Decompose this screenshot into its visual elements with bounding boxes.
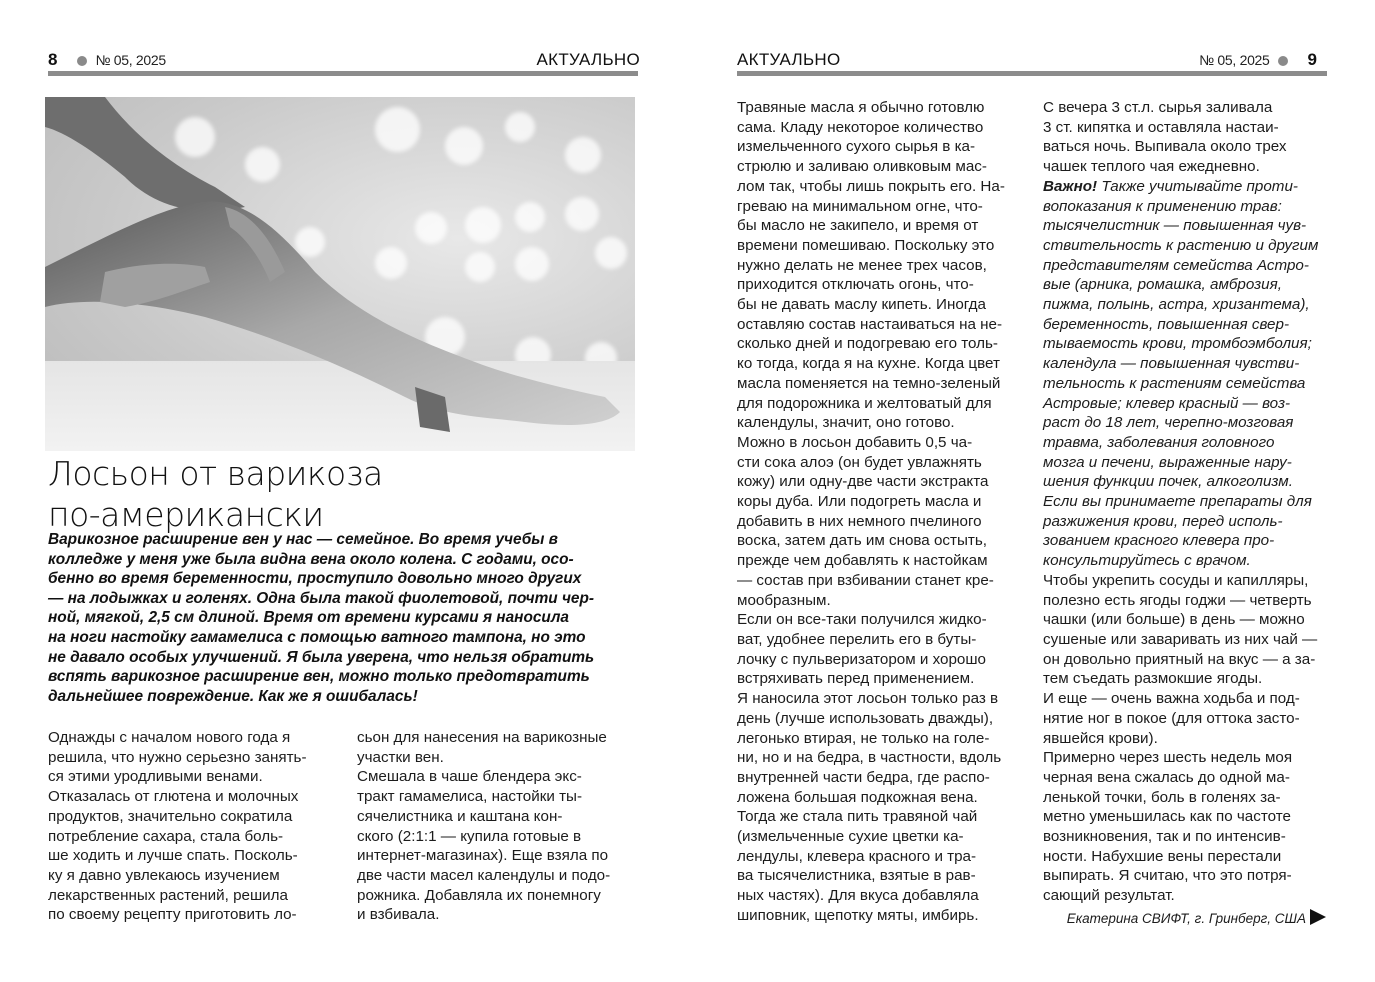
text-line: и взбивала. bbox=[357, 906, 440, 924]
text-line: травма, заболевания головного bbox=[1043, 433, 1275, 451]
text-line: нужно делать не менее трех часов, bbox=[737, 256, 987, 274]
text-line: Смешала в чаше блендера экс- bbox=[357, 768, 582, 786]
text-line: по своему рецепту приготовить ло- bbox=[48, 906, 297, 924]
text-line: Отказалась от глютена и молочных bbox=[48, 788, 299, 806]
text-line: день (лучше использовать дважды), bbox=[737, 709, 994, 727]
text-line: ко тогда, когда я на кухне. Когда цвет bbox=[737, 355, 1000, 373]
text-line: разжижения крови, перед исполь- bbox=[1043, 512, 1283, 530]
text-line: консультируйтесь с врачом. bbox=[1043, 552, 1251, 570]
title-line: Лосьон от варикоза bbox=[48, 454, 383, 493]
text-line: черная вена сжалась до одной ма- bbox=[1043, 768, 1290, 786]
text-line: ского (2:1:1 — купила готовые в bbox=[357, 827, 582, 845]
bullet-dot-icon bbox=[1278, 56, 1288, 66]
text-line: тысячелистник — повышенная чув- bbox=[1043, 217, 1307, 235]
text-line: Примерно через шесть недель моя bbox=[1043, 749, 1293, 767]
text-line: решила, что нужно серьезно занять- bbox=[48, 748, 307, 766]
text-line: бы масло не закипело, и время от bbox=[737, 217, 979, 235]
text-line: явшейся крови). bbox=[1043, 729, 1158, 747]
text-line: легонько втирая, не только на голе- bbox=[737, 729, 990, 747]
text-line: ше ходить и лучше спать. Посколь- bbox=[48, 847, 298, 865]
text-line: внутренней части бедра, где распо- bbox=[737, 768, 990, 786]
text-line: 3 ст. кипятка и оставляла настаи- bbox=[1043, 118, 1279, 136]
text-line: нятие ног в покое (для оттока засто- bbox=[1043, 709, 1300, 727]
author-signature bbox=[1043, 909, 1328, 929]
text-line: сти сока алоэ (он будет увлажнять bbox=[737, 453, 982, 471]
text-line: стрюлю и заливаю оливковым мас- bbox=[737, 158, 987, 176]
text-line: ва тысячелистника, взятые в рав- bbox=[737, 867, 976, 885]
text-line: для подорожника и желтоватый для bbox=[737, 394, 992, 412]
text-line: продуктов, значительно сократила bbox=[48, 807, 293, 825]
text-line: ленькой точки, боль в голенях за- bbox=[1043, 788, 1281, 806]
important-label: Важно! bbox=[1043, 177, 1098, 195]
text-line: представителям семейства Астро- bbox=[1043, 256, 1309, 274]
text-line: сьон для нанесения на варикозные bbox=[357, 729, 607, 746]
text-column-2 bbox=[357, 728, 639, 925]
text-line: ных частях). Для вкуса добавляла bbox=[737, 887, 979, 905]
text-line: оставляю состав настаиваться на не- bbox=[737, 315, 1003, 333]
article-title bbox=[48, 453, 638, 535]
author-name: Екатерина СВИФТ, г. Гринберг, США bbox=[1066, 910, 1306, 926]
text-line: ся этими уродливыми венами. bbox=[48, 768, 263, 786]
left-page bbox=[0, 0, 687, 982]
text-line: времени помешиваю. Поскольку это bbox=[737, 236, 995, 254]
lead-line: ной, мягкой, 2,5 см длиной. Время от времени курсами я наносила bbox=[48, 609, 569, 627]
header-rule bbox=[737, 71, 1327, 76]
lead-line: колледже у меня уже была видна вена около колена. С годами, осо- bbox=[48, 550, 574, 568]
text-line: приходится отключать огонь, что- bbox=[737, 276, 974, 294]
text-line: Я наносила этот лосьон только раз в bbox=[737, 690, 999, 708]
text-line: Астровые; клевер красный — воз- bbox=[1043, 394, 1291, 412]
lead-line: на ноги настойку гамамелиса с помощью ватного тампона, но это bbox=[48, 628, 586, 646]
text-line: Если он все-таки получился жидко- bbox=[737, 611, 987, 629]
title-line: по-американски bbox=[48, 495, 324, 534]
text-column-4 bbox=[1043, 98, 1328, 929]
text-line: бы не давать маслу кипеть. Иногда bbox=[737, 296, 986, 314]
text-line: календула — повышенная чувстви- bbox=[1043, 355, 1300, 373]
text-column-3 bbox=[737, 98, 1022, 926]
text-line: С вечера 3 ст.л. сырья заливала bbox=[1043, 99, 1273, 116]
text-line: чашек теплого чая ежедневно. bbox=[1043, 158, 1260, 176]
text-line: выпирать. Я считаю, что это потря- bbox=[1043, 867, 1292, 885]
text-line: сколько дней и подогреваю его толь- bbox=[737, 335, 998, 353]
lead-line: — на лодыжках и голенях. Одна была такой фиолетовой, почти чер- bbox=[48, 589, 595, 607]
text-line: тельность к растениям семейства bbox=[1043, 374, 1306, 392]
text-line: лекарственных растений, решила bbox=[48, 886, 288, 904]
text-line: масла поменяется на темно-зеленый bbox=[737, 374, 1001, 392]
text-line: И еще — очень важна ходьба и под- bbox=[1043, 690, 1300, 708]
text-line: мообразным. bbox=[737, 591, 831, 609]
text-line: вопоказания к применению трав: bbox=[1043, 197, 1282, 215]
text-line: чашки (или больше) в день — можно bbox=[1043, 611, 1305, 629]
text-line: сама. Кладу некоторое количество bbox=[737, 118, 984, 136]
text-line: потребление сахара, стала боль- bbox=[48, 827, 284, 845]
text-line: греваю на минимальном огне, что- bbox=[737, 197, 983, 215]
text-line: календулы, значит, оно готово. bbox=[737, 414, 955, 432]
text-line: лом так, чтобы лишь покрыть его. На- bbox=[737, 177, 1005, 195]
text-line: рожника. Добавляла их понемногу bbox=[357, 886, 601, 904]
bullet-dot-icon bbox=[77, 56, 87, 66]
important-note bbox=[1043, 177, 1328, 571]
text-line: сячелистника и каштана кон- bbox=[357, 807, 563, 825]
text-line: пижма, полынь, астра, хризантема), bbox=[1043, 296, 1310, 314]
lead-line: Варикозное расширение вен у нас — семейное. Во время учебы в bbox=[48, 531, 558, 548]
text-line: интернет-магазинах). Еще взяла по bbox=[357, 847, 609, 865]
article-photo bbox=[45, 97, 635, 451]
issue-number: № 05, 2025 bbox=[1199, 52, 1270, 68]
text-line: прежде чем добавлять к настойкам bbox=[737, 552, 988, 570]
text-line: вые (арника, ромашка, амброзия, bbox=[1043, 276, 1282, 294]
text-line: ложена большая подкожная вена. bbox=[737, 788, 978, 806]
text-line: Травяные масла я обычно готовлю bbox=[737, 99, 985, 116]
text-line: зованием красного клевера про- bbox=[1043, 532, 1275, 550]
text-line: ности. Набухшие вены перестали bbox=[1043, 847, 1282, 865]
text-line: Можно в лосьон добавить 0,5 ча- bbox=[737, 433, 973, 451]
text-line: ваться ночь. Выпивала около трех bbox=[1043, 138, 1287, 156]
legs-illustration bbox=[45, 97, 635, 451]
header-rule bbox=[48, 71, 638, 76]
text-line: встряхивать перед применением. bbox=[737, 670, 975, 688]
text-line: он довольно приятный на вкус — а за- bbox=[1043, 650, 1316, 668]
text-line: лендулы, клевера красного и тра- bbox=[737, 847, 977, 865]
page-header-right bbox=[737, 46, 1317, 70]
section-title: АКТУАЛЬНО bbox=[737, 50, 841, 69]
text-line: шения функции почек, алкоголизм. bbox=[1043, 473, 1293, 491]
text-line: две части масел календулы и подо- bbox=[357, 866, 611, 884]
text-line: сающий результат. bbox=[1043, 887, 1175, 905]
lead-line: дальнейшее повреждение. Как же я ошибалась! bbox=[48, 687, 418, 705]
text-line: коры дуба. Или подогреть масла и bbox=[737, 493, 982, 511]
text-line: ват, удобнее перелить его в буты- bbox=[737, 630, 977, 648]
issue-number: № 05, 2025 bbox=[95, 52, 166, 68]
text-line: участки вен. bbox=[357, 748, 444, 766]
text-line: возникновения, так и по интенсив- bbox=[1043, 828, 1286, 846]
lead-line: не давало особых улучшений. Я была уверена, что нельзя обратить bbox=[48, 648, 595, 666]
text-line: — состав при взбивании станет кре- bbox=[737, 571, 994, 589]
text-line: тракт гамамелиса, настойки ты- bbox=[357, 788, 583, 806]
text-line: Если вы принимаете препараты для bbox=[1043, 493, 1312, 511]
text-column-1 bbox=[48, 728, 333, 925]
text-line: шиповник, щепотку мяты, имбирь. bbox=[737, 906, 979, 924]
text-line: воска, затем дать им снова остыть, bbox=[737, 532, 987, 550]
article-lead bbox=[48, 530, 633, 706]
text-line: ку я давно увлекаюсь изучением bbox=[48, 866, 280, 884]
text-line: Тогда же стала пить травяной чай bbox=[737, 808, 978, 826]
text-line: (измельченные сухие цветки ка- bbox=[737, 828, 964, 846]
text-line: измельченного сухого сырья в ка- bbox=[737, 138, 976, 156]
text-line: ствительность к растению и другим bbox=[1043, 236, 1319, 254]
text-line: полезно есть ягоды годжи — четверть bbox=[1043, 591, 1312, 609]
text-line: раст до 18 лет, черепно-мозговая bbox=[1043, 414, 1294, 432]
text-line: Также учитывайте проти- bbox=[1097, 177, 1298, 195]
end-arrow-icon bbox=[1310, 909, 1326, 925]
text-line: ни, но и на бедра, в частности, вдоль bbox=[737, 749, 1002, 767]
section-title: АКТУАЛЬНО bbox=[536, 50, 640, 69]
text-line: метно уменьшилась как по частоте bbox=[1043, 808, 1291, 826]
page-number: 8 bbox=[48, 50, 58, 69]
text-line: кожу) или одну-две части экстракта bbox=[737, 473, 989, 491]
text-line: Однажды с началом нового года я bbox=[48, 729, 291, 746]
page-header-left bbox=[48, 46, 640, 70]
page-number: 9 bbox=[1307, 50, 1317, 69]
text-line: лочку с пульверизатором и хорошо bbox=[737, 650, 986, 668]
text-line: тем съедать размокшие ягоды. bbox=[1043, 670, 1263, 688]
lead-line: вспять варикозное расширение вен, можно только предотвратить bbox=[48, 668, 590, 686]
text-line: мозга и печени, выраженные нару- bbox=[1043, 453, 1292, 471]
text-line: сушеные или заваривать из них чай — bbox=[1043, 630, 1318, 648]
text-line: Чтобы укрепить сосуды и капилляры, bbox=[1043, 571, 1309, 589]
text-line: тываемость крови, тромбоэмболия; bbox=[1043, 335, 1312, 353]
text-line: добавить в них немного пчелиного bbox=[737, 512, 982, 530]
lead-line: бенно во время беременности, проступило довольно много других bbox=[48, 570, 582, 588]
text-line: беременность, повышенная свер- bbox=[1043, 315, 1289, 333]
